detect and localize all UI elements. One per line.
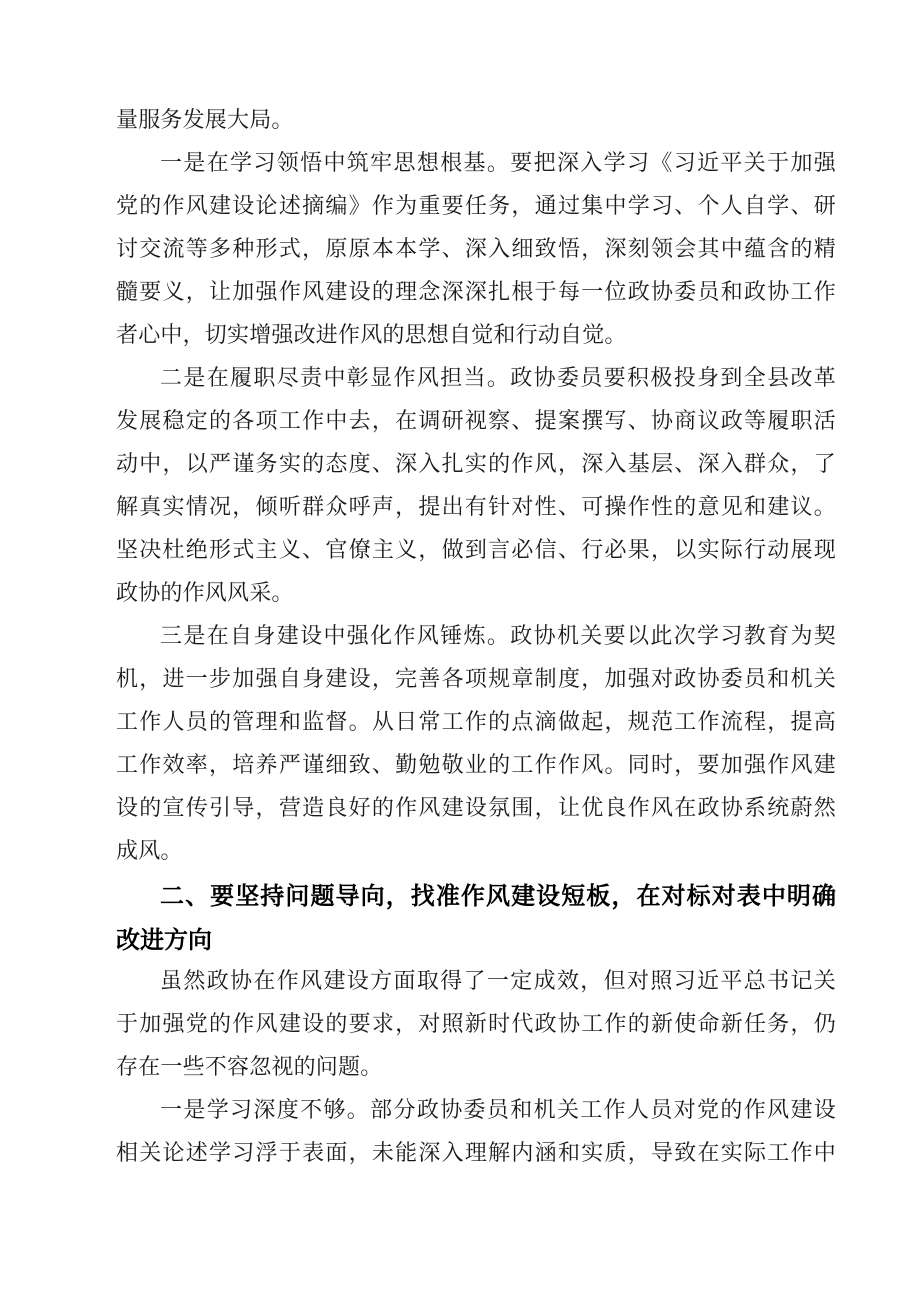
paragraph-line: 量服务发展大局。 (116, 108, 294, 133)
paragraph-line: 成风。 (116, 839, 183, 864)
paragraph-line: 相关论述学习浮于表面，未能深入理解内涵和实质，导致在实际工作中 (116, 1141, 836, 1166)
paragraph-line: 讨交流等多种形式，原原本本学、深入细致悟，深刻领会其中蕴含的精 (116, 237, 836, 262)
paragraph-line: 设的宣传引导，营造良好的作风建设氛围，让优良作风在政协系统蔚然 (116, 796, 836, 821)
paragraph-line: 于加强党的作风建设的要求，对照新时代政协工作的新使命新任务，仍 (116, 1012, 836, 1037)
paragraph-line: 三是在自身建设中强化作风锤炼。政协机关要以此次学习教育为契 (160, 624, 836, 649)
paragraph-line: 发展稳定的各项工作中去，在调研视察、提案撰写、协商议政等履职活 (116, 409, 836, 434)
section-heading: 二、要坚持问题导向，找准作风建设短板，在对标对表中明确 (160, 882, 836, 910)
paragraph-line: 党的作风建设论述摘编》作为重要任务，通过集中学习、个人自学、研 (116, 194, 836, 219)
paragraph-line: 工作人员的管理和监督。从日常工作的点滴做起，规范工作流程，提高 (116, 710, 836, 735)
paragraph-line: 二是在履职尽责中彰显作风担当。政协委员要积极投身到全县改革 (160, 366, 836, 391)
paragraph-line: 髓要义，让加强作风建设的理念深深扎根于每一位政协委员和政协工作 (116, 280, 836, 305)
paragraph-line: 一是在学习领悟中筑牢思想根基。要把深入学习《习近平关于加强 (160, 151, 836, 176)
paragraph-line: 坚决杜绝形式主义、官僚主义，做到言必信、行必果，以实际行动展现 (116, 538, 836, 563)
paragraph-line: 工作效率，培养严谨细致、勤勉敬业的工作作风。同时，要加强作风建 (116, 753, 836, 778)
paragraph-line: 解真实情况，倾听群众呼声，提出有针对性、可操作性的意见和建议。 (116, 495, 836, 520)
section-heading: 改进方向 (116, 926, 212, 954)
paragraph-line: 一是学习深度不够。部分政协委员和机关工作人员对党的作风建设 (160, 1098, 836, 1123)
paragraph-line: 者心中，切实增强改进作风的思想自觉和行动自觉。 (116, 323, 627, 348)
paragraph-line: 政协的作风风采。 (116, 581, 294, 606)
paragraph-line: 存在一些不容忽视的问题。 (116, 1055, 383, 1080)
paragraph-line: 机，进一步加强自身建设，完善各项规章制度，加强对政协委员和机关 (116, 667, 836, 692)
paragraph-line: 虽然政协在作风建设方面取得了一定成效，但对照习近平总书记关 (160, 969, 836, 994)
paragraph-line: 动中，以严谨务实的态度、深入扎实的作风，深入基层、深入群众，了 (116, 452, 836, 477)
